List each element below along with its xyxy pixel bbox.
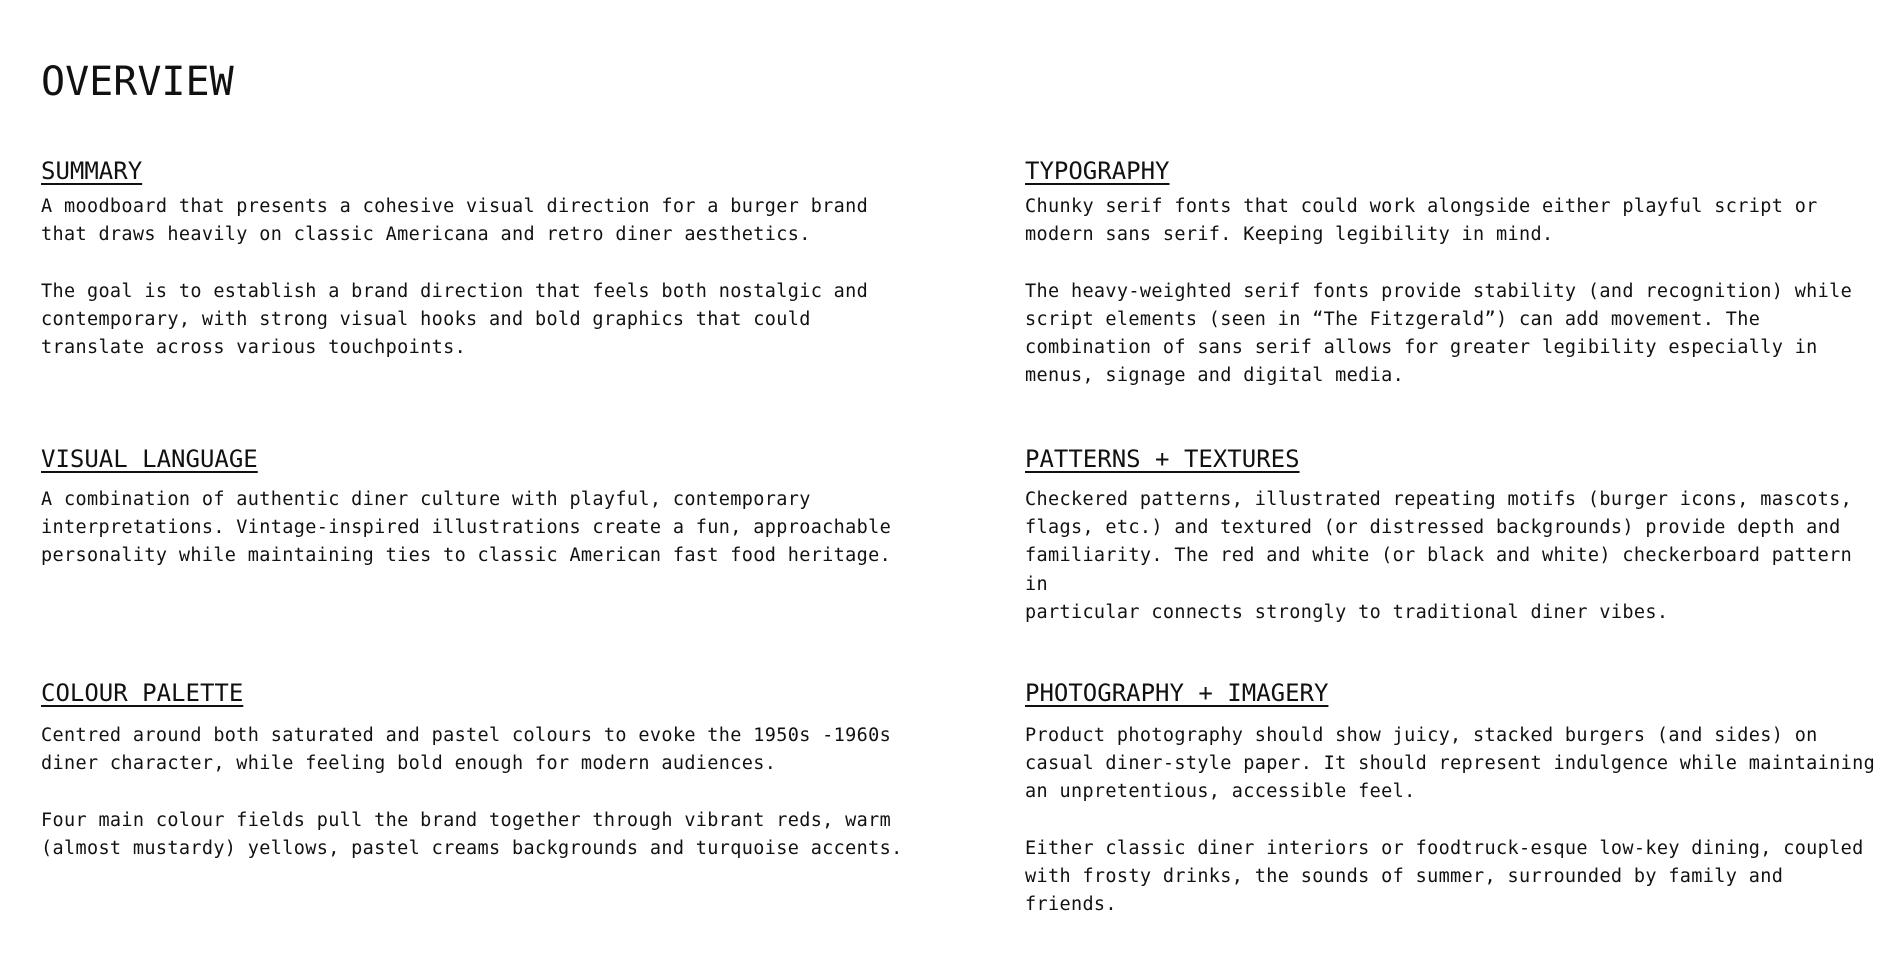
- typography-paragraph-2: The heavy-weighted serif fonts provide stability (and recognition) while script elements (seen in “The Fitzgerald”) can add movement. The combination of sans serif allows for greater legibility especially in menus, signage and digital media.: [1025, 280, 1853, 387]
- patterns-textures-paragraph-1: Checkered patterns, illustrated repeating motifs (burger icons, mascots, flags, etc.) and textured (or distressed backgrounds) provide depth and familiarity. The red and white (or black and white) checkerboard pattern in particular connects strongly to traditional diner vibes.: [1025, 489, 1853, 623]
- section-typography: [1025, 156, 1885, 390]
- typography-paragraph-1: Chunky serif fonts that could work alongside either playful script or modern sans serif. Keeping legibility in mind.: [1025, 196, 1818, 246]
- section-heading-patterns-textures: PATTERNS + TEXTURES: [1025, 445, 1300, 473]
- section-photography-imagery: [1025, 678, 1885, 919]
- colour-palette-paragraph-1: Centred around both saturated and pastel colours to evoke the 1950s -1960s diner character, while feeling bold enough for modern audiences.: [41, 725, 892, 775]
- section-patterns-textures: [1025, 444, 1885, 627]
- summary-paragraph-2: The goal is to establish a brand direction that feels both nostalgic and contemporary, with strong visual hooks and bold graphics that could translate across various touchpoints.: [41, 280, 869, 358]
- page-title: OVERVIEW: [41, 59, 234, 105]
- section-heading-visual-language: VISUAL LANGUAGE: [41, 445, 258, 473]
- section-colour-palette: [41, 678, 921, 863]
- photography-imagery-paragraph-1: Product photography should show juicy, stacked burgers (and sides) on casual diner-style paper. It should represent indulgence while maintaining an unpretentious, accessible feel.: [1025, 725, 1876, 803]
- colour-palette-paragraph-2: Four main colour fields pull the brand together through vibrant reds, warm (almost mustardy) yellows, pastel creams backgrounds and turquoise accents.: [41, 809, 903, 859]
- visual-language-paragraph-1: A combination of authentic diner culture with playful, contemporary interpretations. Vintage-inspired illustrations create a fun, approachable personality while maintaining ties to classic American fast food heritage.: [41, 489, 892, 567]
- section-heading-photography-imagery: PHOTOGRAPHY + IMAGERY: [1025, 679, 1329, 707]
- summary-paragraph-1: A moodboard that presents a cohesive visual direction for a burger brand that draws heavily on classic Americana and retro diner aesthetics.: [41, 196, 869, 246]
- photography-imagery-paragraph-2: Either classic diner interiors or foodtruck-esque low-key dining, coupled with frosty drinks, the sounds of summer, surrounded by family and friends.: [1025, 837, 1864, 916]
- section-summary: [41, 156, 921, 362]
- section-heading-summary: SUMMARY: [41, 157, 143, 185]
- section-visual-language: [41, 444, 921, 571]
- section-heading-colour-palette: COLOUR PALETTE: [41, 679, 244, 707]
- section-heading-typography: TYPOGRAPHY: [1025, 157, 1170, 185]
